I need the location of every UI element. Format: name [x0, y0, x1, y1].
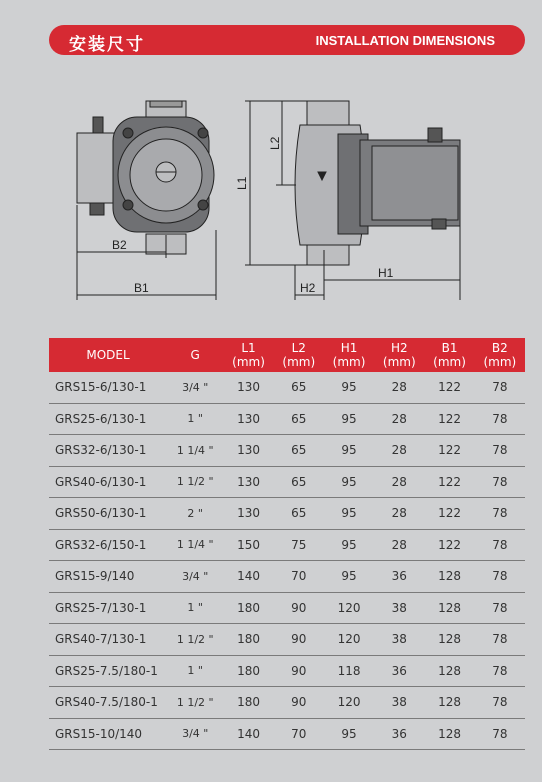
- table-row: [49, 687, 525, 719]
- table-row: [49, 655, 525, 687]
- cell-l2: 65: [274, 403, 324, 435]
- cell-l1: 130: [223, 372, 273, 403]
- cell-l2: 90: [274, 687, 324, 719]
- table-row: [49, 435, 525, 467]
- cell-b1: 122: [424, 435, 474, 467]
- cell-h1: 95: [324, 529, 374, 561]
- cell-model: GRS32-6/150-1: [49, 529, 167, 561]
- cell-model: GRS15-6/130-1: [49, 372, 167, 403]
- cell-g: 3/4 ": [167, 561, 223, 593]
- cell-h2: 28: [374, 466, 424, 498]
- banner-title-en: INSTALLATION DIMENSIONS: [315, 33, 495, 48]
- cell-b2: 78: [475, 403, 525, 435]
- cell-l1: 140: [223, 561, 273, 593]
- header-g: G: [167, 338, 223, 372]
- cell-model: GRS15-10/140: [49, 718, 167, 750]
- cell-h1: 95: [324, 561, 374, 593]
- cell-b2: 78: [475, 624, 525, 656]
- cell-g: 3/4 ": [167, 372, 223, 403]
- cell-h2: 28: [374, 435, 424, 467]
- table-row: [49, 529, 525, 561]
- cell-g: 1 ": [167, 655, 223, 687]
- cell-model: GRS25-7.5/180-1: [49, 655, 167, 687]
- cell-h2: 28: [374, 403, 424, 435]
- table-header-row: [49, 338, 525, 372]
- cell-g: 1 1/2 ": [167, 624, 223, 656]
- cell-h2: 38: [374, 624, 424, 656]
- cell-l1: 130: [223, 498, 273, 530]
- cell-b1: 122: [424, 466, 474, 498]
- cell-l1: 180: [223, 687, 273, 719]
- cell-h1: 95: [324, 498, 374, 530]
- header-model: MODEL: [49, 338, 167, 372]
- cell-h2: 36: [374, 561, 424, 593]
- cell-h1: 95: [324, 372, 374, 403]
- cell-l2: 75: [274, 529, 324, 561]
- cell-h2: 36: [374, 718, 424, 750]
- table-row: [49, 403, 525, 435]
- dim-label-h1: H1: [378, 266, 394, 280]
- cell-l2: 65: [274, 435, 324, 467]
- cell-l2: 90: [274, 624, 324, 656]
- cell-l2: 65: [274, 372, 324, 403]
- table-row: [49, 498, 525, 530]
- cell-g: 1 1/4 ": [167, 435, 223, 467]
- cell-h2: 28: [374, 498, 424, 530]
- table-row: [49, 466, 525, 498]
- cell-b1: 122: [424, 403, 474, 435]
- cell-h1: 120: [324, 687, 374, 719]
- cell-g: 1 1/2 ": [167, 466, 223, 498]
- cell-b2: 78: [475, 655, 525, 687]
- table-row: [49, 592, 525, 624]
- banner-title-cn: 安装尺寸: [69, 35, 145, 55]
- table-row: [49, 561, 525, 593]
- header-l1: L1 (mm): [223, 338, 273, 372]
- cell-h2: 28: [374, 529, 424, 561]
- cell-model: GRS40-7/130-1: [49, 624, 167, 656]
- cell-b1: 128: [424, 718, 474, 750]
- cell-l2: 65: [274, 498, 324, 530]
- cell-g: 1 1/4 ": [167, 529, 223, 561]
- cell-h1: 95: [324, 403, 374, 435]
- cell-g: 1 ": [167, 403, 223, 435]
- cell-b1: 128: [424, 592, 474, 624]
- table-row: [49, 624, 525, 656]
- cell-h1: 120: [324, 624, 374, 656]
- cell-l2: 90: [274, 592, 324, 624]
- cell-b1: 122: [424, 372, 474, 403]
- cell-model: GRS40-7.5/180-1: [49, 687, 167, 719]
- cell-l1: 180: [223, 624, 273, 656]
- dim-label-b2: B2: [112, 238, 127, 252]
- header-b1: B1 (mm): [424, 338, 474, 372]
- cell-h1: 118: [324, 655, 374, 687]
- header-l2: L2 (mm): [274, 338, 324, 372]
- cell-b2: 78: [475, 718, 525, 750]
- cell-b2: 78: [475, 687, 525, 719]
- cell-b2: 78: [475, 561, 525, 593]
- cell-b1: 122: [424, 529, 474, 561]
- cell-l1: 180: [223, 655, 273, 687]
- cell-b2: 78: [475, 435, 525, 467]
- cell-h1: 120: [324, 592, 374, 624]
- cell-l2: 90: [274, 655, 324, 687]
- cell-h2: 38: [374, 687, 424, 719]
- dimensions-table: [49, 338, 525, 750]
- cell-l1: 130: [223, 466, 273, 498]
- dim-label-h2: H2: [300, 281, 316, 295]
- cell-h2: 38: [374, 592, 424, 624]
- dim-label-l2: L2: [268, 136, 282, 150]
- cell-l1: 140: [223, 718, 273, 750]
- cell-g: 1 1/2 ": [167, 687, 223, 719]
- table-row: [49, 372, 525, 403]
- table-row: [49, 718, 525, 750]
- cell-l1: 130: [223, 403, 273, 435]
- cell-b2: 78: [475, 529, 525, 561]
- cell-b2: 78: [475, 466, 525, 498]
- cell-g: 2 ": [167, 498, 223, 530]
- header-b2: B2 (mm): [475, 338, 525, 372]
- cell-h1: 95: [324, 466, 374, 498]
- cell-h2: 36: [374, 655, 424, 687]
- cell-b1: 128: [424, 655, 474, 687]
- dim-label-b1: B1: [134, 281, 149, 295]
- section-banner: [49, 25, 525, 55]
- cell-b1: 128: [424, 624, 474, 656]
- cell-model: GRS32-6/130-1: [49, 435, 167, 467]
- header-h2: H2 (mm): [374, 338, 424, 372]
- cell-g: 3/4 ": [167, 718, 223, 750]
- cell-l1: 150: [223, 529, 273, 561]
- cell-b2: 78: [475, 498, 525, 530]
- cell-l2: 65: [274, 466, 324, 498]
- cell-g: 1 ": [167, 592, 223, 624]
- header-h1: H1 (mm): [324, 338, 374, 372]
- dim-label-l1: L1: [235, 176, 249, 190]
- cell-l2: 70: [274, 561, 324, 593]
- cell-model: GRS50-6/130-1: [49, 498, 167, 530]
- cell-h2: 28: [374, 372, 424, 403]
- cell-h1: 95: [324, 718, 374, 750]
- cell-h1: 95: [324, 435, 374, 467]
- cell-b2: 78: [475, 372, 525, 403]
- cell-model: GRS25-6/130-1: [49, 403, 167, 435]
- cell-b2: 78: [475, 592, 525, 624]
- cell-l1: 180: [223, 592, 273, 624]
- cell-model: GRS40-6/130-1: [49, 466, 167, 498]
- cell-b1: 122: [424, 498, 474, 530]
- cell-model: GRS25-7/130-1: [49, 592, 167, 624]
- cell-b1: 128: [424, 561, 474, 593]
- pump-dimension-drawing: [0, 60, 542, 310]
- cell-model: GRS15-9/140: [49, 561, 167, 593]
- cell-l1: 130: [223, 435, 273, 467]
- cell-b1: 128: [424, 687, 474, 719]
- cell-l2: 70: [274, 718, 324, 750]
